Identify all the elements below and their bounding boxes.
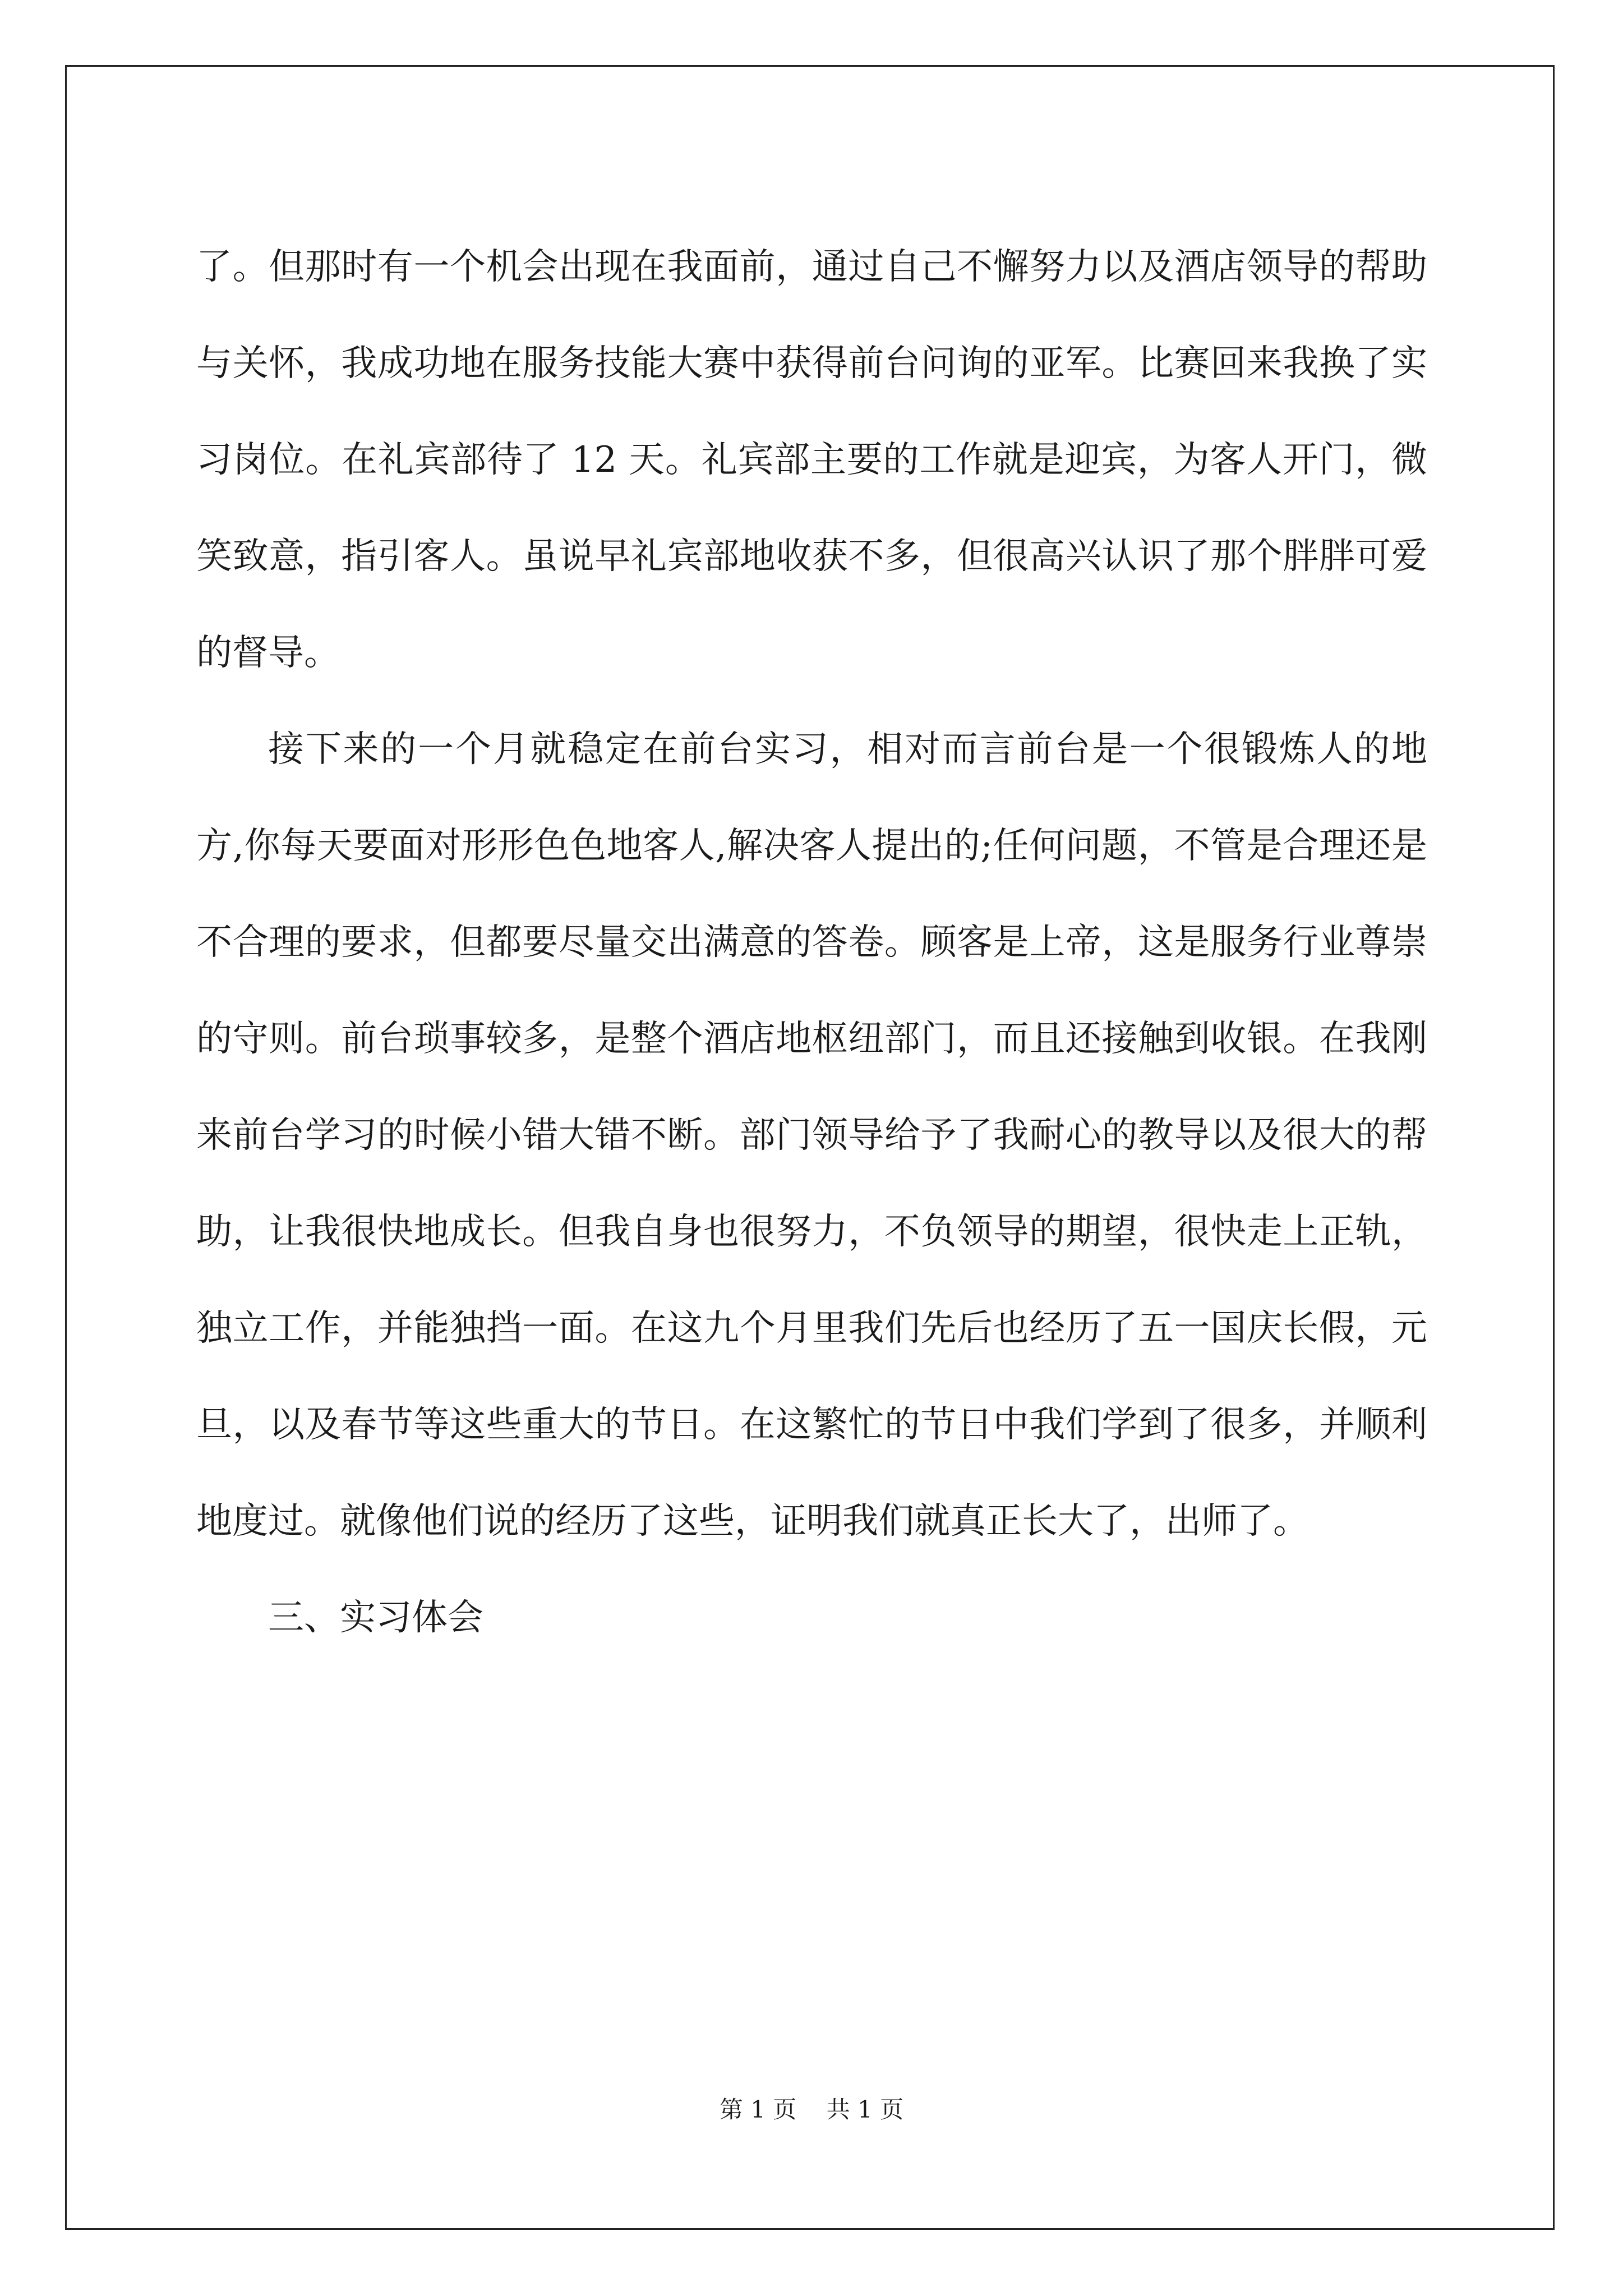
paragraph-front-desk: 接下来的一个月就稳定在前台实习，相对而言前台是一个很锻炼人的地方,你每天要面对形形色色地客人,解决客人提出的;任何问题，不管是合理还是不合理的要求，但都要尽量交出满意的答卷。顾客是上帝，这是服务行业尊崇的守则。前台琐事较多，是整个酒店地枢纽部门，而且还接触到收银。在我刚来前台学习的时候小错大错不断。部门领导给予了我耐心的教导以及很大的帮助，让我很快地成长。但我自身也很努力，不负领导的期望，很快走上正轨，独立工作，并能独挡一面。在这九个月里我们先后也经历了五一国庆长假，元旦，以及春节等这些重大的节日。在这繁忙的节日中我们学到了很多，并顺利地度过。就像他们说的经历了这些，证明我们就真正长大了，出师了。 xyxy=(196,729,1427,1542)
paragraph-continued: 了。但那时有一个机会出现在我面前，通过自己不懈努力以及酒店领导的帮助与关怀，我成功地在服务技能大赛中获得前台问询的亚军。比赛回来我换了实习岗位。在礼宾部待了 12 天。礼宾部主要的工作就是迎宾，为客人开门，微笑致意，指引客人。虽说早礼宾部地收获不多，但很高兴认识了那个胖胖可爱的督导。 xyxy=(196,246,1427,674)
section-heading: 三、实习体会 xyxy=(268,1597,483,1639)
page-footer: 第 1 页 共 1 页 xyxy=(719,2096,904,2123)
document-body xyxy=(196,219,1427,1666)
